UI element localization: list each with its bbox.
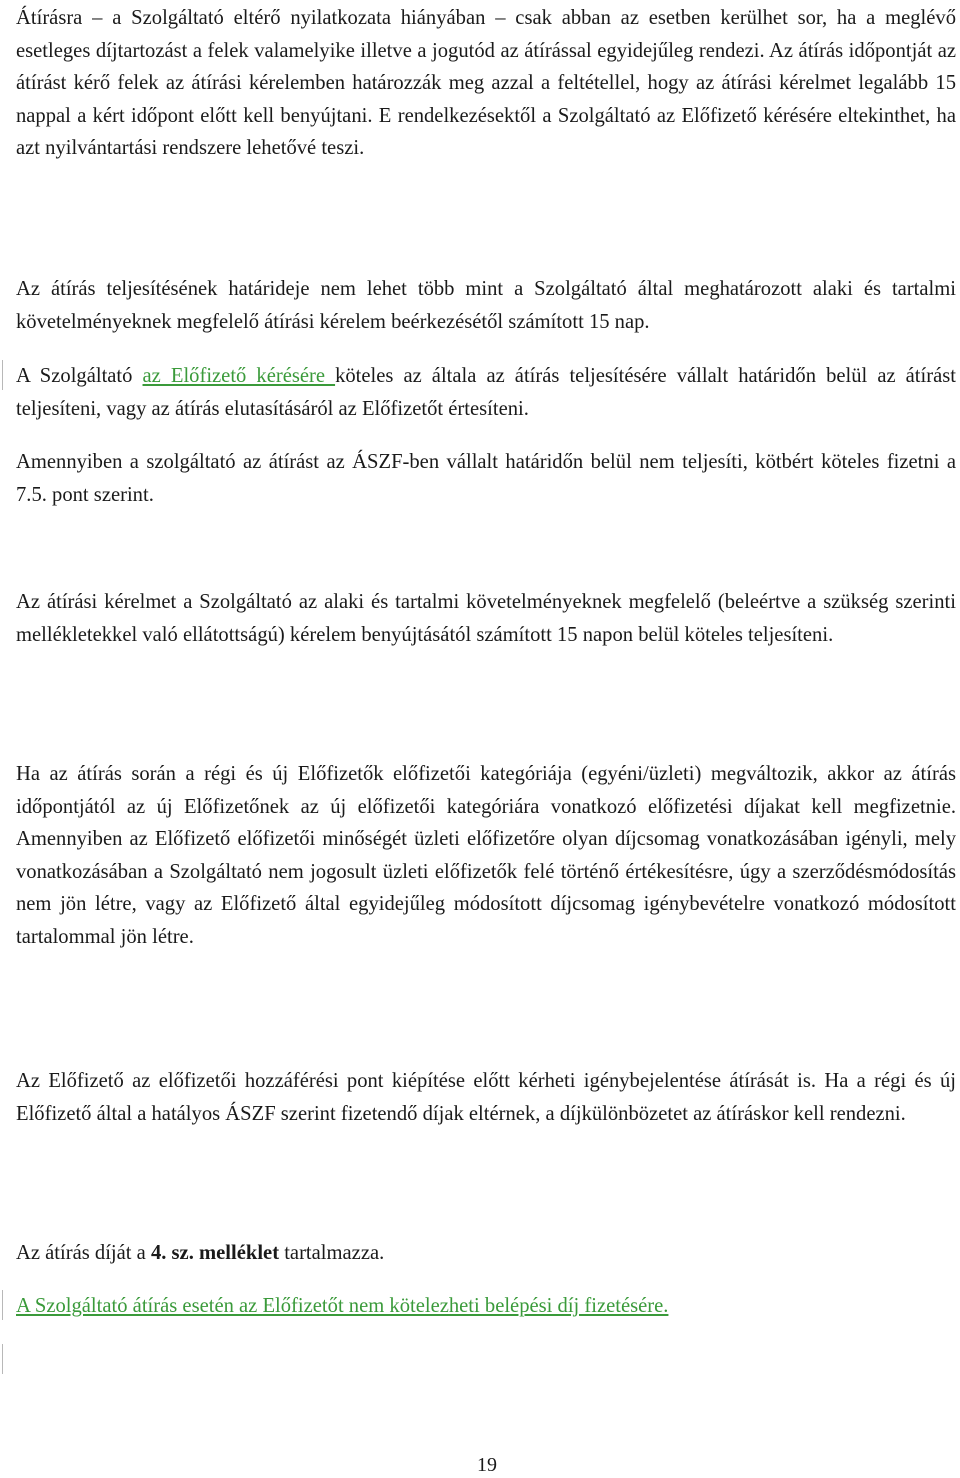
annex-reference: 4. sz. melléklet (150, 1242, 280, 1264)
paragraph-penalty: Amennyiben a szolgáltató az átírást az ÁSZF-ben vállalt határidőn belül nem teljesíti, kötbért köteles fizetni a 7.5. pont szerint. (16, 451, 956, 506)
paragraph-request-fulfillment: Az átírási kérelmet a Szolgáltató az alaki és tartalmi követelményeknek megfelelő (beleértve a szükség szerinti mellékletekkel való ellátottságú) kérelem benyújtásától számított 15 napon belül köteles teljesíteni. (16, 591, 956, 646)
paragraph-text-start: A Szolgáltató (16, 365, 143, 387)
page-number: 19 (477, 1454, 497, 1476)
fee-text-start: Az átírás díját a (16, 1242, 151, 1264)
revision-change-bar (2, 360, 3, 390)
entry-fee-link[interactable]: A Szolgáltató átírás esetén az Előfizetőt nem kötelezheti belépési díj fizetésére. (16, 1295, 669, 1317)
subscriber-request-link[interactable]: az Előfizető kérésére (142, 365, 336, 387)
revision-change-bar (2, 1344, 3, 1374)
paragraph-transfer-conditions: Átírásra – a Szolgáltató eltérő nyilatkozata hiányában – csak abban az esetben kerülhet sor, ha a meglévő esetleges díjtartozást a felek valamelyike illetve a jogutód az átírással egyidejűleg rendezi. Az átírás időpontját az átírást kérő felek az átírási kérelemben határozzák meg azzal a feltétellel, hogy az átírási kérelmet legalább 15 nappal a kért időpont előtt kell benyújtani. E rendelkezésektől a Szolgáltató az Előfizető kérésére eltekinthet, ha azt nyilvántartási rendszere lehetővé teszi. (16, 7, 956, 159)
paragraph-transfer-fee (16, 1237, 956, 1270)
paragraph-access-point: Az Előfizető az előfizetői hozzáférési pont kiépítése előtt kérheti igénybejelentése átírását is. Ha a régi és új Előfizető által a hatályos ÁSZF szerint fizetendő díjak eltérnek, a díjkülönbözetet az átíráskor kell rendezni. (16, 1070, 956, 1125)
fee-text-end: tartalmazza. (279, 1242, 385, 1264)
revision-change-bar (2, 1290, 3, 1320)
paragraph-text-end: köteles az általa az átírás teljesítésére vállalt határidőn belül az átírást teljesíteni, vagy az átírás elutasításáról az Előfizetőt értesíteni. (16, 365, 956, 420)
paragraph-transfer-deadline: Az átírás teljesítésének határideje nem lehet több mint a Szolgáltató által meghatározott alaki és tartalmi követelményeknek megfelelő átírási kérelem beérkezésétől számított 15 nap. (16, 278, 956, 333)
paragraph-entry-fee (16, 1290, 956, 1323)
paragraph-provider-obligation (16, 360, 956, 425)
paragraph-category-change: Ha az átírás során a régi és új Előfizetők előfizetői kategóriája (egyéni/üzleti) megváltozik, akkor az átírás időpontjától az új Előfizetőnek az új előfizetői kategóriára vonatkozó előfizetési díjakat kell megfizetnie. Amennyiben az Előfizető előfizetői minőségét üzleti előfizetőre olyan díjcsomag vonatkozásában igényli, mely vonatkozásában a Szolgáltató nem jogosult üzleti előfizetők felé történő értékesítésre, úgy a szerződésmódosítás nem jön létre, vagy az Előfizető által egyidejűleg módosított díjcsomag igénybevételre vonatkozó módosított tartalommal jön létre. (16, 763, 956, 948)
